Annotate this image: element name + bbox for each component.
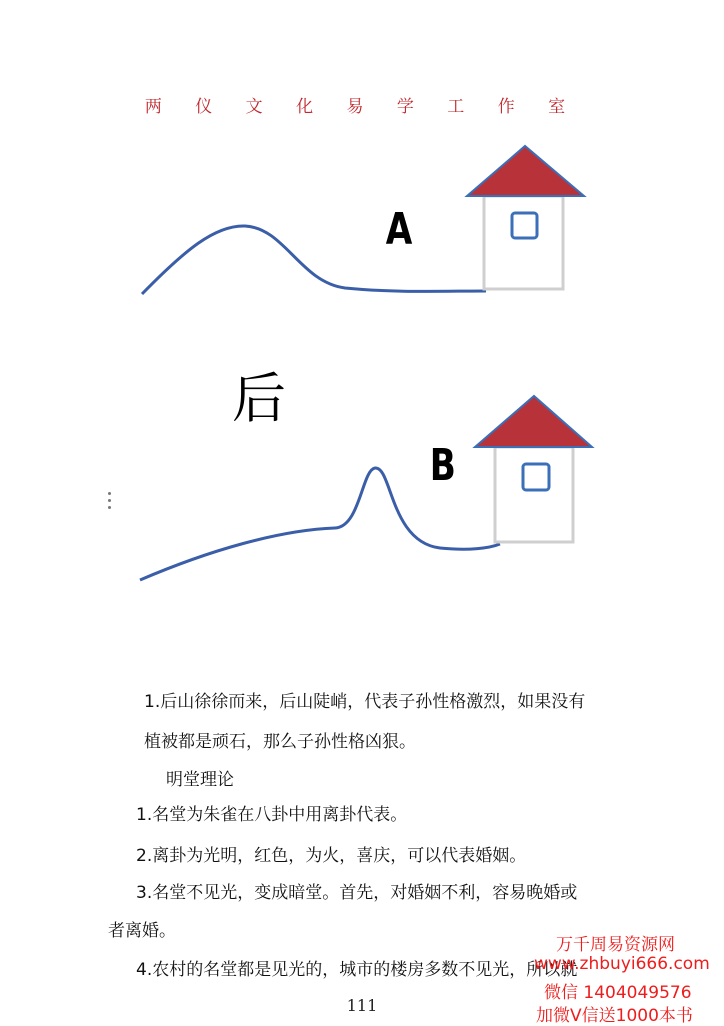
watermark-line-4: 加微V信送1000本书 (536, 1006, 693, 1026)
paragraph-1-line-1: 1.后山徐徐而来，后山陡峭，代表子孙性格激烈，如果没有 (144, 692, 586, 712)
paragraph-3: 2.离卦为光明，红色，为火，喜庆，可以代表婚姻。 (136, 846, 527, 866)
label-b: B (429, 440, 456, 491)
paragraph-2: 1.名堂为朱雀在八卦中用离卦代表。 (136, 805, 408, 825)
paragraph-4-line-1: 3.名堂不见光，变成暗堂。首先，对婚姻不利，容易晚婚或 (136, 883, 578, 903)
paragraph-4-line-2: 者离婚。 (108, 921, 176, 941)
house-a-window (512, 213, 537, 238)
mountain-curve-a (142, 226, 486, 294)
subheading: 明堂理论 (166, 770, 234, 790)
house-b-window (523, 464, 549, 490)
watermark-line-3: 微信 1404049576 (544, 983, 692, 1003)
house-a-roof (467, 146, 584, 196)
paragraph-5: 4.农村的名堂都是见光的，城市的楼房多数不见光，所以就 (136, 960, 578, 980)
house-b-roof (475, 396, 592, 447)
watermark-line-1: 万千周易资源网 (556, 935, 675, 955)
scroll-handle-icon[interactable] (108, 492, 112, 513)
page-header: 两 仪 文 化 易 学 工 作 室 (144, 97, 580, 117)
label-back-mountain: 后 (232, 367, 286, 430)
label-a: A (385, 204, 413, 255)
house-a-wall (484, 196, 563, 289)
watermark-line-2: www.zhbuyi666.com (534, 954, 710, 974)
paragraph-1-line-2: 植被都是顽石，那么子孙性格凶狠。 (144, 732, 416, 752)
page-number: 111 (346, 996, 378, 1015)
house-b-wall (495, 447, 573, 542)
